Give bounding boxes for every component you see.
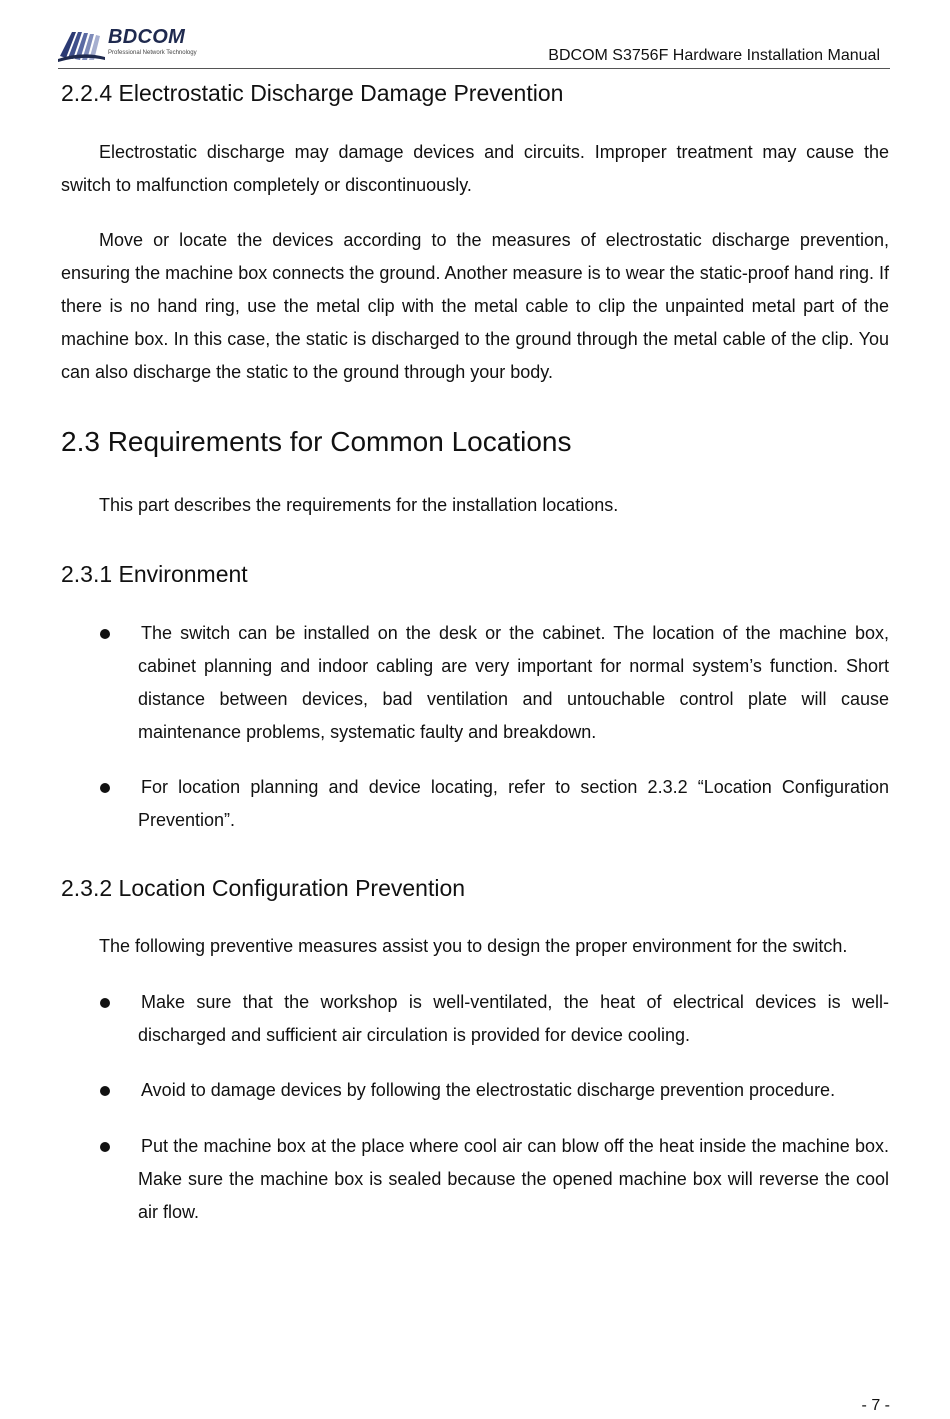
list-item-text: Make sure that the workshop is well-ventilated, the heat of electrical devices is well-discharged and sufficient air circulation is provided for device cooling. xyxy=(138,992,889,1045)
logo-swoosh-icon xyxy=(58,26,106,62)
section-2-3-1-heading: 2.3.1 Environment xyxy=(61,561,248,587)
section-2-3-paragraph: This part describes the requirements for the installation locations. xyxy=(99,495,619,515)
list-item-text: Put the machine box at the place where cool air can blow off the heat inside the machine box. Make sure the machine box is sealed because the opened machine box will reverse the cool air flow. xyxy=(138,1136,889,1222)
section-2-2-4-paragraph-1: Electrostatic discharge may damage devices and circuits. Improper treatment may cause the switch to malfunction completely or discontinuously. xyxy=(61,142,889,195)
page-number: - 7 - xyxy=(861,1397,890,1414)
bullet-icon xyxy=(100,1086,110,1096)
list-item xyxy=(138,1130,889,1229)
list-item-text: The switch can be installed on the desk or the cabinet. The location of the machine box, cabinet planning and indoor cabling are very important for normal system’s function. Short distance between devices, bad ventilation and untouchable control plate will cause maintenance problems, systematic faulty and breakdown. xyxy=(138,623,889,742)
list-item xyxy=(138,617,889,749)
list-item-text: For location planning and device locating, refer to section 2.3.2 “Location Configuration Prevention”. xyxy=(138,777,889,830)
section-2-3-2-paragraph: The following preventive measures assist you to design the proper environment for the switch. xyxy=(99,936,848,956)
list-item xyxy=(138,1074,889,1107)
list-item xyxy=(138,771,889,837)
section-2-3-2-heading: 2.3.2 Location Configuration Prevention xyxy=(61,875,466,901)
document-title: BDCOM S3756F Hardware Installation Manual xyxy=(548,47,880,64)
section-2-2-4-paragraph-2: Move or locate the devices according to the measures of electrostatic discharge prevention, ensuring the machine box connects the ground. Another measure is to wear the static-proof hand ring. If there is no hand ring, use the metal clip with the metal cable to clip the unpainted metal part of the machine box. In this case, the static is discharged to the ground through the metal cable of the clip. You can also discharge the static to the ground through your body. xyxy=(61,230,889,382)
section-2-3-heading: 2.3 Requirements for Common Locations xyxy=(61,426,572,457)
bullet-icon xyxy=(100,783,110,793)
logo-tagline: Professional Network Technology xyxy=(108,50,197,56)
page-header xyxy=(0,0,950,70)
list-item xyxy=(138,986,889,1052)
logo-wordmark: BDCOM xyxy=(108,26,186,48)
list-item-text: Avoid to damage devices by following the electrostatic discharge prevention procedure. xyxy=(141,1080,836,1100)
bdcom-logo xyxy=(58,26,208,64)
section-2-2-4-heading: 2.2.4 Electrostatic Discharge Damage Prevention xyxy=(61,80,564,106)
bullet-icon xyxy=(100,998,110,1008)
bullet-icon xyxy=(100,1142,110,1152)
header-divider xyxy=(58,68,890,69)
bullet-icon xyxy=(100,629,110,639)
